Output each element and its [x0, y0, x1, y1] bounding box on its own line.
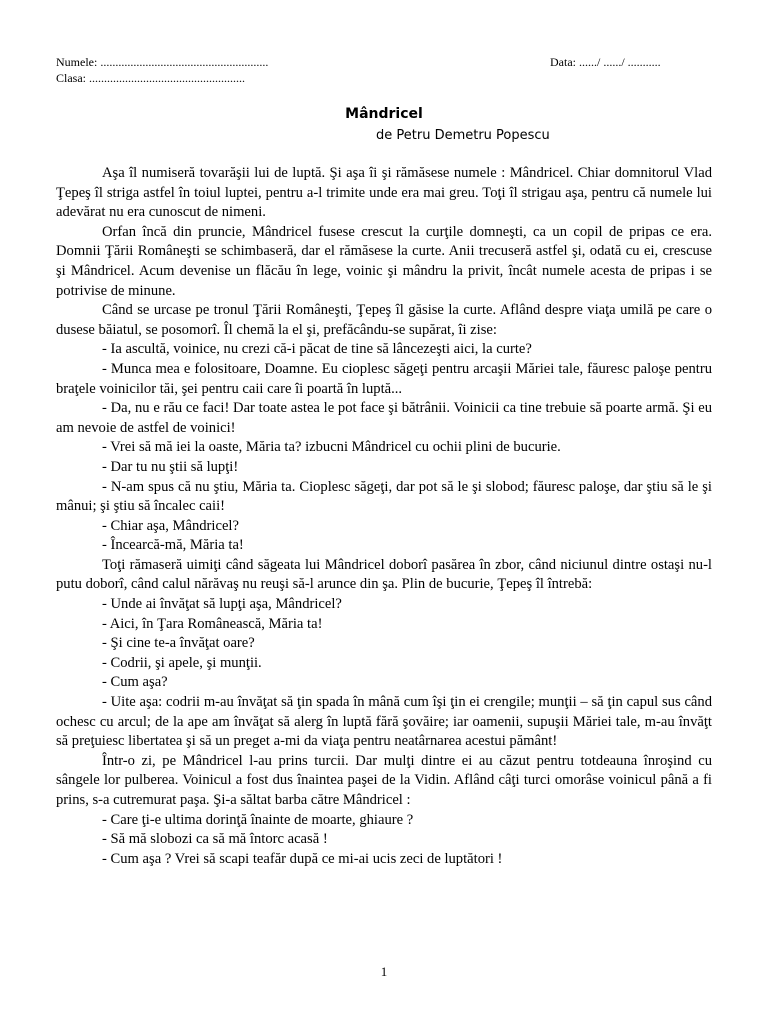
- story-paragraph: - Şi cine te-a învăţat oare?: [102, 635, 255, 652]
- story-paragraph: - Da, nu e rău ce faci! Dar toate astea le pot face şi bătrânii. Voinicii ca tine trebuie să poarte armă. Şi eu am nevoie de astfel de voinici!: [56, 400, 712, 436]
- story-paragraph: Orfan încă din pruncie, Mândricel fusese crescut la curţile domneşti, ca un copil de pripas ce era. Domnii Ţării Româneşti se schimbaseră, dar el rămăsese la curte. Anii trecuseră astfel şi, odată cu ei, crescuse şi Mândricel. Acum devenise un flăcău în lege, voinic şi mândru la privit, încât numele acesta de pripas i se potrivise de minune.: [56, 223, 712, 299]
- story-paragraph: Când se urcase pe tronul Ţării Româneşti, Ţepeş îl găsise la curte. Aflând despre viaţa umilă pe care o dusese băiatul, se posomorî. Îl chemă la el şi, prefăcându-se supărat, îi zise:: [56, 302, 712, 338]
- story-paragraph: Toţi rămaseră uimiţi când săgeata lui Mândricel doborî pasărea în zbor, când niciunul dintre ostaşi nu-l putu doborî, când calul nărăvaş nu reuşi să-l arunce din şa. Plin de bucurie, Ţepeş îl întrebă:: [56, 556, 712, 593]
- story-paragraph: - Dar tu nu ştii să lupţi!: [102, 458, 239, 475]
- story-author: de Petru Demetru Popescu: [376, 128, 550, 143]
- story-paragraph: - Chiar aşa, Mândricel?: [102, 517, 239, 534]
- page-number: 1: [380, 964, 388, 979]
- story-paragraph: - Munca mea e folositoare, Doamne. Eu cioplesc săgeţi pentru arcaşii Măriei tale, făuresc paloşe pentru braţele voinicilor tăi, şei pentru caii care îi poartă în luptă...: [56, 360, 712, 397]
- story-paragraph: - Care ţi-e ultima dorinţă înainte de moarte, ghiaure ?: [102, 811, 414, 828]
- story-title: Mândricel: [345, 106, 423, 122]
- story-paragraph: Într-o zi, pe Mândricel l-au prins turcii. Dar mulţi dintre ei au căzut pentru totdeauna înroşind cu sângele lor pulberea. Voinicul a fost dus înaintea paşei de la Vidin. Aflând câţi turci omorâse voinicul până a fi prins, s-a cutremurat paşa. Şi-a săltat barba către Mândricel :: [56, 752, 712, 808]
- story-text: [56, 164, 712, 869]
- story-paragraph: - Ia ascultă, voinice, nu crezi că-i păcat de tine să lâncezeşti aici, la curte?: [102, 341, 532, 358]
- date-field-label: Data: ....../ ....../ ...........: [550, 55, 661, 69]
- story-paragraph: - Cum aşa?: [102, 674, 168, 691]
- class-field-label: Clasa: ....................................................: [56, 71, 245, 85]
- story-paragraph: - Încearcă-mă, Măria ta!: [102, 537, 244, 554]
- story-paragraph: - Vrei să mă iei la oaste, Măria ta? izbucni Mândricel cu ochii plini de bucurie.: [102, 439, 561, 456]
- story-paragraph: - Codrii, şi apele, şi munţii.: [102, 654, 262, 671]
- story-paragraph: - Aici, în Ţara Românească, Măria ta!: [102, 615, 323, 632]
- name-field-label: Numele: ........................................................: [56, 55, 269, 69]
- story-paragraph: - Uite aşa: codrii m-au învăţat să ţin spada în mână cum îşi ţin ei crengile; munţii – să ţin capul sus când ochesc cu arcul; de la ape am învăţat să alerg în luptă fără şovăire; iar oamenii, supuşii Măriei tale, m-au învăţt să preţuiesc libertatea şi să un preget a-mi da viaţa pentru neatârnarea acestui pământ!: [56, 694, 712, 750]
- story-paragraph: - Să mă slobozi ca să mă întorc acasă !: [102, 831, 328, 848]
- story-paragraph: - Unde ai învăţat să lupţi aşa, Mândricel?: [102, 596, 342, 613]
- story-paragraph: - Cum aşa ? Vrei să scapi teafăr după ce mi-ai ucis zeci de luptători !: [102, 850, 503, 867]
- story-paragraph: Aşa îl numiseră tovarăşii lui de luptă. Şi aşa îi şi rămăsese numele : Mândricel. Chiar domnitorul Vlad Ţepeş îl striga astfel în toiul luptei, pentru a-l trimite unde era mai greu. Toţi îl strigau aşa, pentru că numele lui adevărat nu era cunoscut de nimeni.: [56, 165, 712, 221]
- story-paragraph: - N-am spus că nu ştiu, Măria ta. Cioplesc săgeţi, dar pot să le şi slobod; făuresc paloşe, dar ştiu să le şi mânui; şi ştiu să încalec caii!: [56, 478, 712, 515]
